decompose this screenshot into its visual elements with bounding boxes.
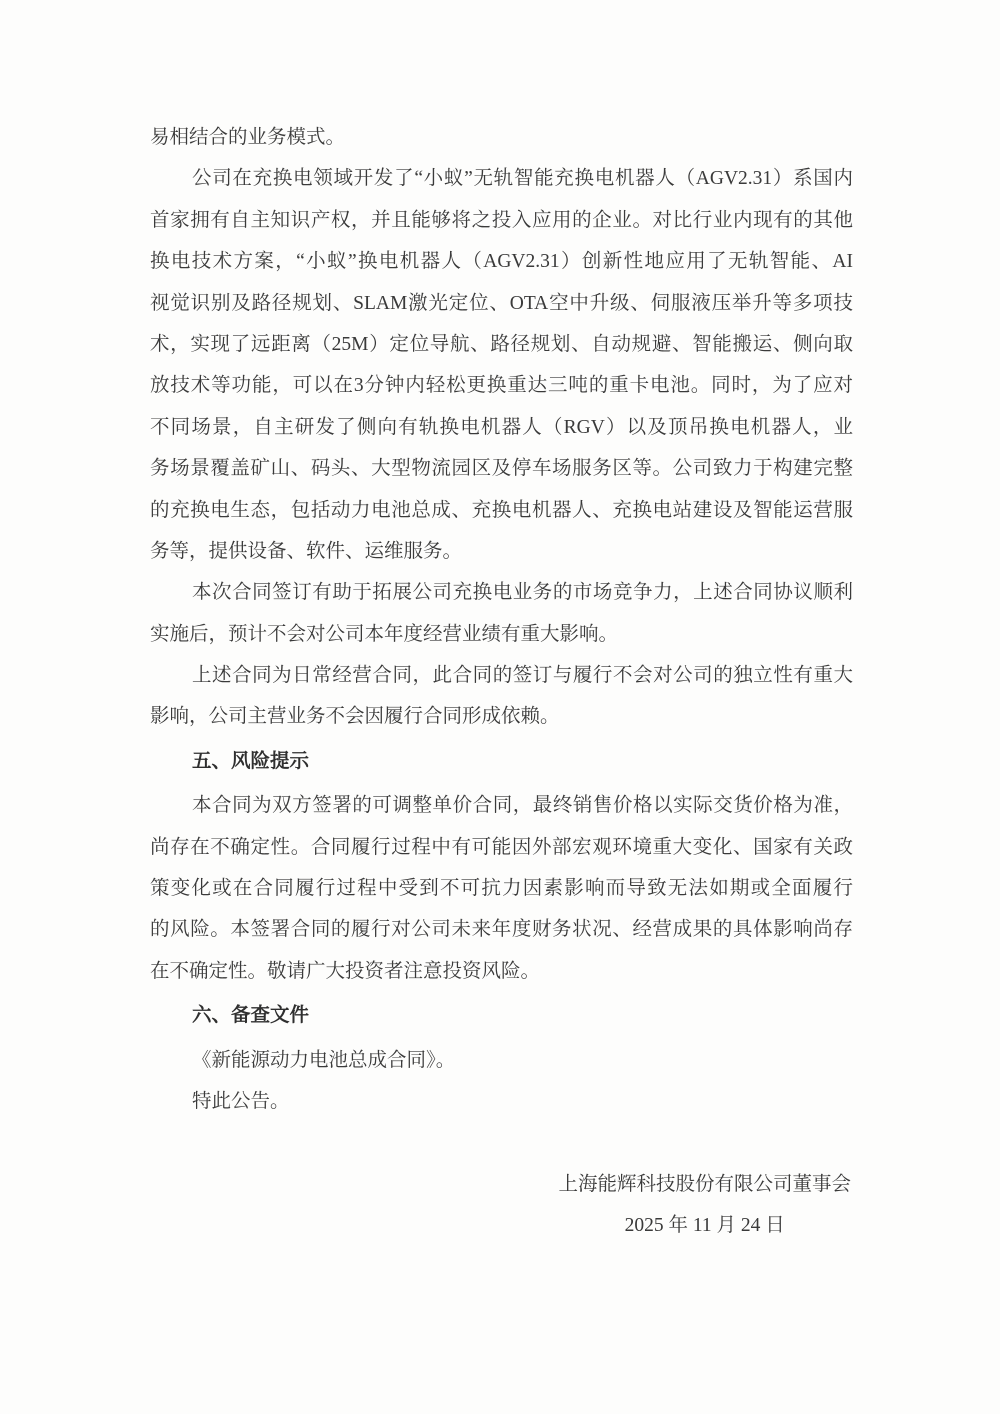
body-line: 本次合同签订有助于拓展公司充换电业务的市场竞争力，上述合同协议顺利: [192, 582, 853, 604]
body-line: 的充换电生态，包括动力电池总成、充换电机器人、充换电站建设及智能运营服: [150, 499, 853, 521]
body-line: 术，实现了远距离（25M）定位导航、路径规划、自动规避、智能搬运、侧向取: [150, 333, 853, 355]
body-line: 放技术等功能，可以在3分钟内轻松更换重达三吨的重卡电池。同时，为了应对: [150, 375, 853, 397]
body-line: 换电技术方案，“小蚁”换电机器人（AGV2.31）创新性地应用了无轨智能、AI: [150, 251, 853, 273]
signature-company: 上海能辉科技股份有限公司董事会: [558, 1173, 851, 1195]
signature-date: 2025 年 11 月 24 日: [624, 1215, 785, 1237]
blank-line: [150, 1122, 853, 1163]
body-line: 易相结合的业务模式。: [150, 127, 346, 148]
body-line: 影响，公司主营业务不会因履行合同形成依赖。: [150, 706, 560, 728]
body-line: 在不确定性。敬请广大投资者注意投资风险。: [150, 960, 541, 982]
body-line: 首家拥有自主知识产权，并且能够将之投入应用的企业。对比行业内现有的其他: [150, 209, 853, 231]
body-line: 上述合同为日常经营合同，此合同的签订与履行不会对公司的独立性有重大: [192, 665, 853, 687]
body-line: 的风险。本签署合同的履行对公司未来年度财务状况、经营成果的具体影响尚存: [150, 919, 853, 941]
section-heading-risk: 五、风险提示: [192, 750, 310, 772]
section-heading-documents: 六、备查文件: [192, 1005, 310, 1027]
body-line: 策变化或在合同履行过程中受到不可抗力因素影响而导致无法如期或全面履行: [150, 878, 853, 900]
signature-block: [558, 1164, 851, 1247]
body-line: 视觉识别及路径规划、SLAM激光定位、OTA空中升级、伺服液压举升等多项技: [150, 292, 853, 314]
body-line: 不同场景，自主研发了侧向有轨换电机器人（RGV）以及顶吊换电机器人，业: [150, 416, 853, 438]
body-line: 本合同为双方签署的可调整单价合同，最终销售价格以实际交货价格为准，: [192, 795, 853, 817]
body-line: 务场景覆盖矿山、码头、大型物流园区及停车场服务区等。公司致力于构建完整: [150, 458, 853, 480]
body-line: 《新能源动力电池总成合同》。: [192, 1049, 456, 1071]
body-line: 务等，提供设备、软件、运维服务。: [150, 540, 463, 562]
body-line: 特此公告。: [192, 1090, 290, 1112]
body-line: 实施后，预计不会对公司本年度经营业绩有重大影响。: [150, 623, 619, 645]
body-line: 公司在充换电领域开发了“小蚁”无轨智能充换电机器人（AGV2.31）系国内: [192, 168, 853, 190]
body-line: 尚存在不确定性。合同履行过程中有可能因外部宏观环境重大变化、国家有关政: [150, 836, 853, 858]
